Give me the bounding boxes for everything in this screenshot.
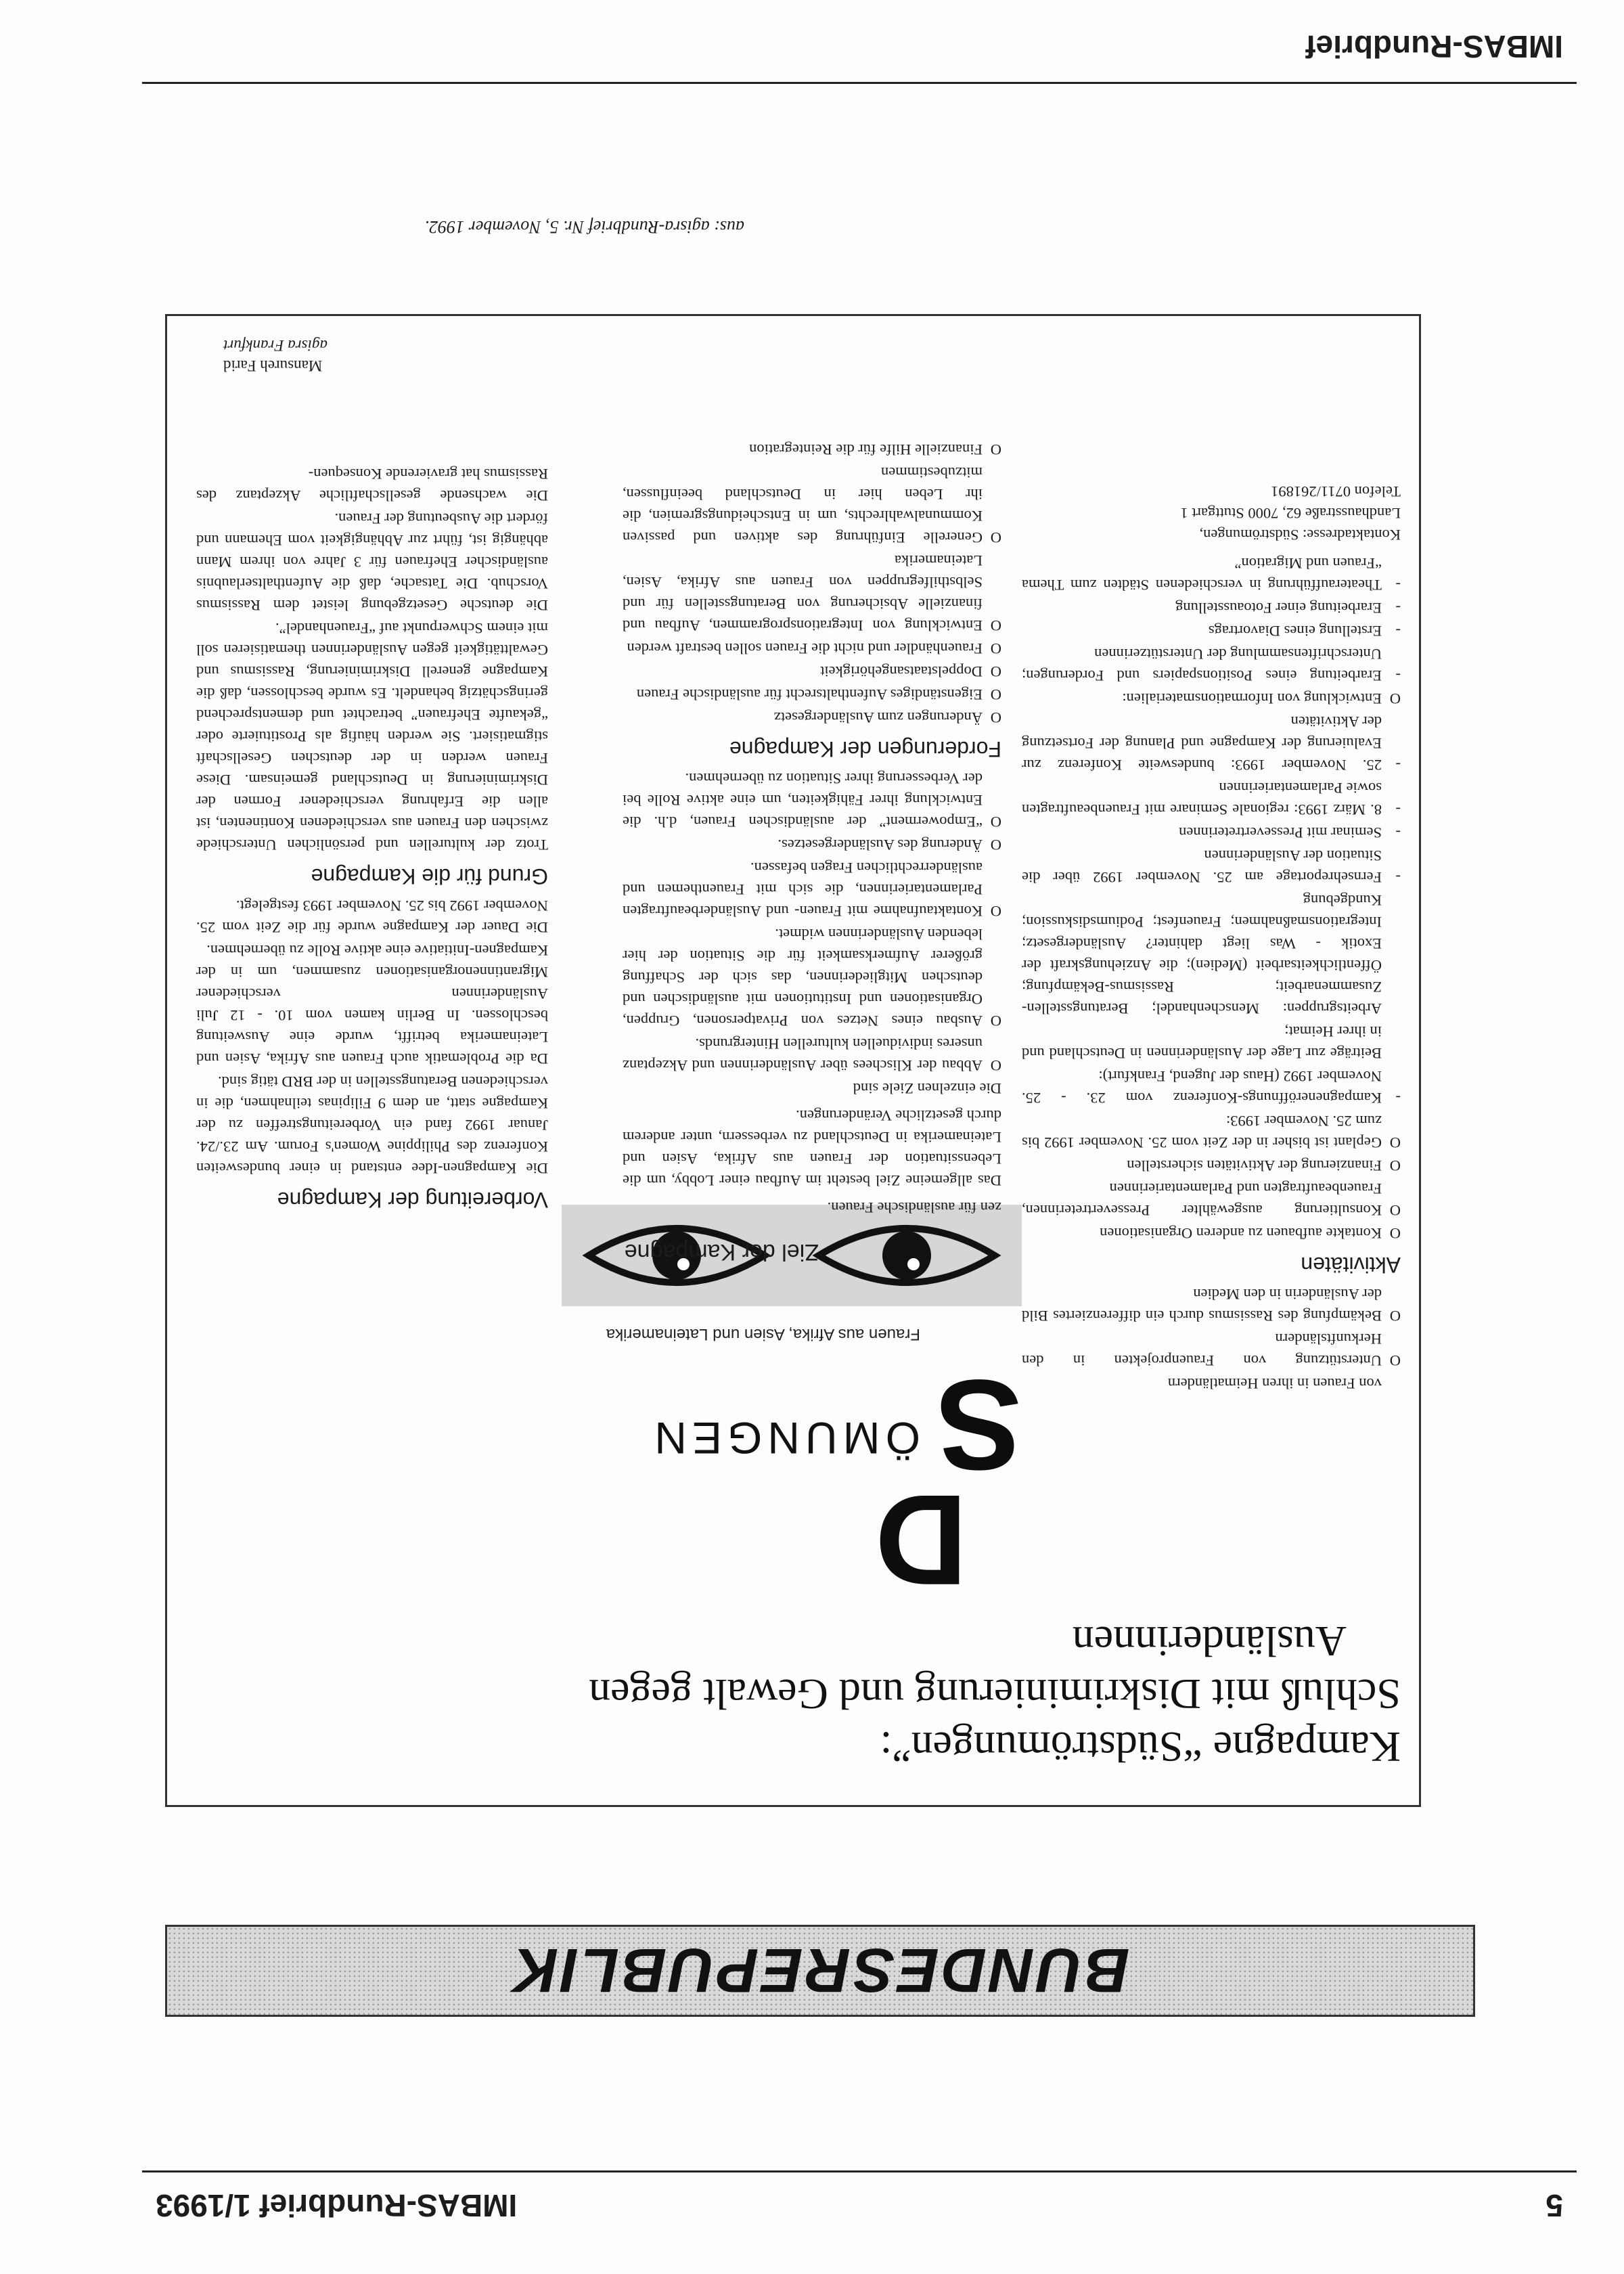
logo-word: ÖMUNGEN — [649, 1413, 920, 1463]
list-item: OFrauenhändler und nicht die Frauen sollen bestraft werden — [627, 640, 1001, 657]
text-paragraph: Die deutsche Gesetzgebung leistet dem Rassismus Vorschub. Die Tatsache, daß die Aufenthaltserlaubnis ausländischer Ehefrauen für 3 Jahre von ihrem Mann abhängig ist, führt zur Abhängigkeit vom Ehemann und fördert die Ausbeutung der Frauen. — [196, 510, 548, 614]
list-item: OEntwicklung von Informationsmaterialien: — [1122, 690, 1401, 707]
text-paragraph: Die Dauer der Kampagne wurde für die Zeit vom 25. November 1992 bis 25. November 1993 festgelegt. — [196, 897, 548, 936]
logo-letter-d: D — [874, 1468, 968, 1611]
list-item: von Frauen in ihren Heimatländern — [1167, 1375, 1382, 1392]
source-note: aus: agisra-Rundbrief Nr. 5, November 1992. — [424, 217, 744, 237]
text-paragraph: Da die Problematik auch Frauen aus Afrika, Asien und Lateinamerika betrifft, wurde eine Ausweitung beschlossen. In Berlin kamen vom 10. - 12 Juli Ausländerinnen verschiedener Migrantinnenorganisationen zusammen, um in der Kampagnen-Initiative eine aktive Rolle zu übernehmen. — [196, 942, 548, 1067]
headline-line-1: Kampagne “Südströmungen”: — [880, 1723, 1401, 1771]
list-item: -Erarbeitung eines Positionspapiers und Forderungen; Unterschriftensammlung der Unterstützerinnen — [1022, 646, 1401, 684]
footer-rule — [142, 82, 1577, 84]
column-activities — [1022, 479, 1401, 1394]
signoff — [223, 335, 328, 376]
list-item: Beiträge zur Lage der Ausländerinnen in Deutschland und in ihrer Heimat; — [1022, 1023, 1382, 1062]
running-head-issue: IMBAS-Rundbrief 1/1993 — [156, 2188, 518, 2223]
column-preparation — [196, 462, 548, 1218]
list-item: -Erarbeitung einer Fotoausstellung — [1175, 600, 1401, 617]
list-item: O“Empowerment” der ausländischen Frauen, d.h. die Entwicklung ihrer Fähigkeiten, um eine aktive Rolle bei der Verbesserung ihrer Situation zu übernehmen. — [623, 770, 1001, 830]
goals-heading: Ziel der Kampagne — [624, 1239, 819, 1265]
page-number: 5 — [1546, 2188, 1563, 2223]
list-item: -25. November 1993: bundesweite Konferenz zur Evaluierung der Kampagne und Planung der Fortsetzung der Aktivitäten — [1022, 713, 1401, 774]
list-item: OAbbau der Klischees über Ausländerinnen und Akzeptanz unseres individuellen kulturellen Hintergrunds. — [623, 1035, 1001, 1074]
list-item: OFinanzierung der Aktivitäten sicherstellen — [1127, 1157, 1401, 1174]
list-item: -Theateraufführung in verschiedenen Städten zum Thema “Frauen und Migration” — [1022, 555, 1401, 594]
text-paragraph: Trotz der kulturellen und persönlichen Unterschiede zwischen den Frauen aus verschiedenen Kontinenten, ist allen die Erfahrung verschiedener Formen der Diskriminierung in Deutschland gemeinsam. Diese Frauen werden in der deutschen Gesellschaft stigmatisiert. Sie werden häufig als Prostituierte oder “gekaufte Ehefrauen” betrachtet und dementsprechend geringschätzig behandelt. Es wurde beschlossen, daß die Kampagne generell Diskriminierung, Rassismus und Gewalttätigkeit gegen Ausländerinnen thematisieren soll mit einem Schwerpunkt auf “Frauenhandel”. — [196, 620, 548, 853]
section-banner-label: BUNDESREPUBLIK — [510, 1936, 1130, 2005]
text-paragraph: Die einzelnen Ziele sind — [853, 1080, 1001, 1097]
text-paragraph: Die Kampagnen-Idee entstand in einer bundesweiten Konferenz des Philippine Women's Forum. Am 23./24. Januar 1992 fand ein Vorbereitungstreffen zu der Kampagne statt, an dem 9 Filipinas teilnahmen, die in verschiedenen Beratungsstellen in der BRD tätig sind. — [196, 1073, 548, 1177]
list-item: Arbeitsgruppen: Menschenhandel; Beratungsstellen-Zusammenarbeit; Rassismus-Bekämpfung; Öffentlichkeitsarbeit (Medien); die Anziehungskraft der Exotik - Was liegt dahinter? Ausländergesetz; Integrationsmaßnahmen; Frauenfest; Podiumsdiskussion; Kundgebung — [1022, 892, 1382, 1017]
list-item: OÄnderung des Ausländergesetzes. — [777, 837, 1001, 853]
list-item: ODoppelstaatsangehörigkeit — [820, 663, 1001, 680]
list-item: OGenerelle Einführung des aktiven und passiven Kommunalwahlrechts, um in Entscheidungsgremien, die ihr Leben hier in Deutschland beeinflussen, mitzubestimmen — [623, 464, 1001, 546]
list-item: OBekämpfung des Rassismus durch ein differenziertes Bild der Ausländerin in den Medien — [1022, 1286, 1401, 1324]
list-item: OKonsultierung ausgewählter Pressevertreterinnen, Frauenbeauftragten und Parlamentarierinnen — [1022, 1180, 1401, 1219]
list-item: OEigenständiges Aufenthaltsrecht für ausländische Frauen — [636, 686, 1001, 703]
logo-subtitle: Frauen aus Afrika, Asien und Lateinamerika — [606, 1325, 920, 1343]
text-paragraph: Das allgemeine Ziel besteht im Aufbau einer Lobby, um die Lebenssituation der Frauen aus Afrika, Asien und Lateinamerika in Deutschland zu verbessern, unter anderem durch gesetzliche Veränderungen. — [623, 1107, 1001, 1189]
list-item: OFinanzielle Hilfe für die Reintegration — [749, 441, 1001, 458]
section-banner — [165, 1925, 1475, 2017]
contact-address: Kontaktadresse: Südströmungen, Landhausstraße 62, 7000 Stuttgart 1 Telefon 0711/261891 — [1180, 483, 1401, 543]
footer-title: IMBAS-Rundbrief — [1305, 29, 1563, 64]
heading-demands: Forderungen der Kampagne — [729, 737, 1001, 761]
logo-letter-s: S — [936, 1353, 1022, 1496]
footer-head — [156, 24, 1563, 74]
list-item: -Erstellung eines Diavortrags — [1208, 623, 1401, 640]
list-item: -8. März 1993: regionale Seminare mit Frauenbeauftragten sowie Parlamentarierinnen — [1022, 780, 1401, 818]
headline-line-3: Ausländerinnen — [1072, 1618, 1347, 1666]
heading-activities: Aktivitäten — [1301, 1253, 1401, 1277]
list-item: OUnterstützung von Frauenprojekten in den Herkunftsländern — [1022, 1331, 1401, 1369]
text-paragraph: zen für ausländische Frauen. — [827, 1199, 1001, 1216]
header-rule — [142, 2170, 1577, 2172]
list-item: OKontakte aufbauen zu anderen Organisationen — [1100, 1225, 1401, 1242]
headline — [196, 1615, 1401, 1773]
list-item: -Fernsehreportage am 25. November 1992 über die Situation der Ausländerinnen — [1022, 847, 1401, 886]
list-item: OÄnderungen zum Ausländergesetz — [773, 709, 1001, 726]
author-name: Mansureh Farid — [223, 357, 323, 374]
running-head — [156, 2183, 1563, 2233]
list-item: OGeplant ist bisher in der Zeit vom 25. November 1992 bis zum 25. November 1993: — [1022, 1113, 1401, 1151]
list-item: -Kampagneneröffnungs-Konferenz vom 23. - 25. November 1992 (Haus der Jugend, Frankfurt): — [1022, 1068, 1401, 1107]
text-paragraph: Die wachsende gesellschaftliche Akzeptanz des Rassismus hat gravierende Konsequen- — [196, 466, 548, 504]
author-org: agisra Frankfurt — [223, 337, 328, 354]
heading-preparation: Vorbereitung der Kampagne — [277, 1188, 548, 1212]
list-item: OEntwicklung von Integrationsprogrammen, Aufbau und finanzielle Absicherung von Beratungsstellen für und Selbsthilfegruppen von Frauen aus Afrika, Asien, Lateinamerika — [623, 552, 1001, 634]
headline-line-2: Schluß mit Diskriminierung und Gewalt gegen — [589, 1670, 1401, 1718]
suedstroemungen-logo — [555, 1211, 1022, 1611]
list-item: OAusbau eines Netzes von Privatpersonen, Gruppen, Organisationen und Institutionen mit ausländischen und deutschen Mitgliederinnen, das sich der Schaffung größerer Aufmerksamkeit für die Situation der hier lebenden Ausländerinnen widmet. — [623, 926, 1001, 1029]
list-item: OKontaktaufnahme mit Frauen- und Ausländerbeauftragten Parlamentarierinnen, die sich mit Frauenthemen und ausländerrechtlichen Fragen befassen. — [623, 860, 1001, 920]
heading-reason: Grund für die Kampagne — [311, 864, 548, 889]
column-goals — [623, 437, 1001, 1218]
list-item: -Seminar mit Pressevertreterinnen — [1179, 824, 1401, 841]
